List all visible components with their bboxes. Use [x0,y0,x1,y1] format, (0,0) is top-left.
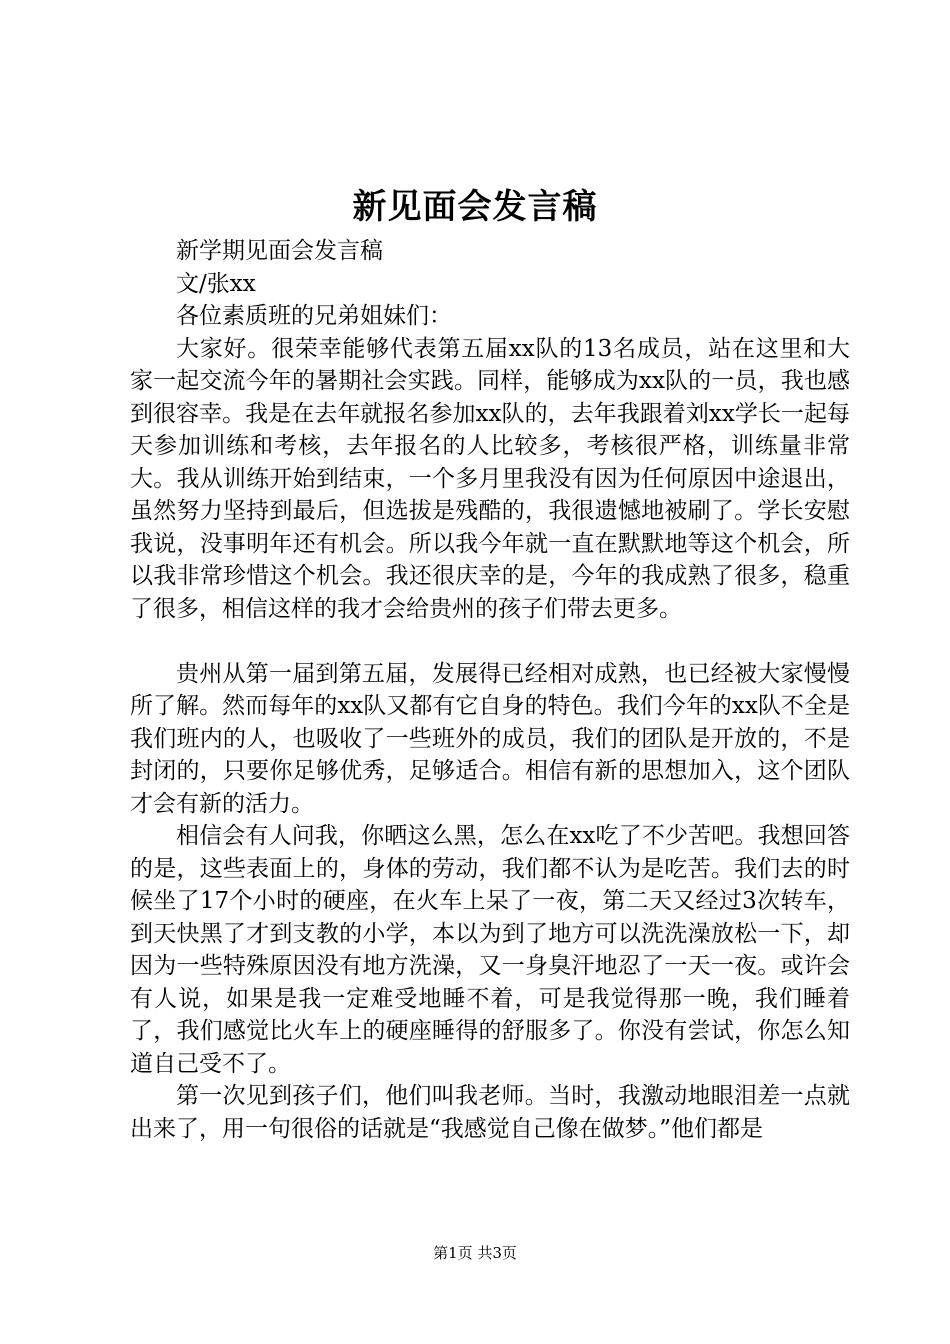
author-line: 文/张xx [176,270,256,297]
body-paragraph: 大家好。很荣幸能够代表第五届xx队的13名成员，站在这里和大家一起交流今年的暑期社会实践。同样，能够成为xx队的一员，我也感到很容幸。我是在去年就报名参加xx队的，去年我跟着刘xx学长一起每天参加训练和考核，去年报名的人比较多，考核很严格，训练量非常大。我从训练开始到结束，一个多月里我没有因为任何原因中途退出，虽然努力坚持到最后，但选拔是残酷的，我很遗憾地被刷了。学长安慰我说，没事明年还有机会。所以我今年就一直在默默地等这个机会，所以我非常珍惜这个机会。我还很庆幸的是，今年的我成熟了很多，稳重了很多，相信这样的我才会给贵州的孩子们带去更多。 [130,335,850,622]
subtitle-line: 新学期见面会发言稿 [176,238,383,264]
document-title: 新见面会发言稿 [352,187,598,227]
paragraph-gap [130,625,850,658]
salutation-line: 各位素质班的兄弟姐妹们： [176,303,452,329]
document-body [130,235,850,1145]
body-paragraph: 相信会有人问我，你晒这么黑，怎么在xx吃了不少苦吧。我想回答的是，这些表面上的，身体的劳动，我们都不认为是吃苦。我们去的时候坐了17个小时的硬座，在火车上呆了一夜，第二天又经过3次转车，到天快黑了才到支教的小学，本以为到了地方可以洗洗澡放松一下，却因为一些特殊原因没有地方洗澡，又一身臭汗地忍了一天一夜。或许会有人说，如果是我一定难受地睡不着，可是我觉得那一晚，我们睡着了，我们感觉比火车上的硬座睡得的舒服多了。你没有尝试，你怎么知道自己受不了。 [130,823,850,1077]
body-paragraph: 第一次见到孩子们，他们叫我老师。当时，我激动地眼泪差一点就出来了，用一句很俗的话就是“我感觉自己像在做梦。”他们都是 [130,1083,850,1142]
body-paragraph: 贵州从第一届到第五届，发展得已经相对成熟，也已经被大家慢慢所了解。然而每年的xx队又都有它自身的特色。我们今年的xx队不全是我们班内的人，也吸收了一些班外的成员，我们的团队是开放的，不是封闭的，只要你足够优秀，足够适合。相信有新的思想加入，这个团队才会有新的活力。 [130,660,850,817]
page-number-footer: 第1页 共3页 [433,1244,517,1262]
